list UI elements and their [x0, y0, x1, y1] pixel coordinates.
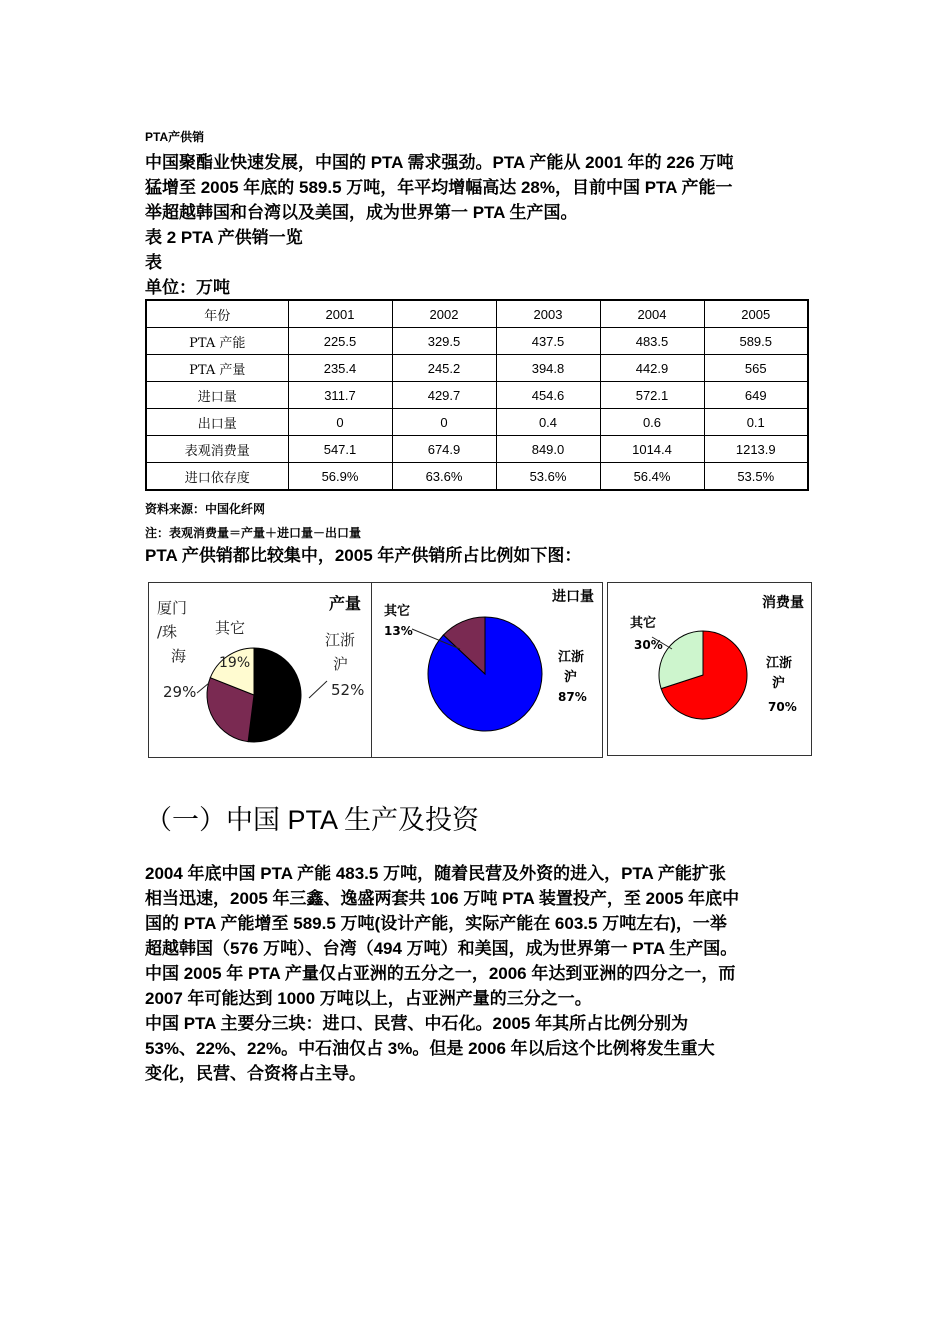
row-label: 出口量 [146, 409, 288, 436]
table-cell: 0 [288, 409, 392, 436]
header-cell: 2002 [392, 300, 496, 328]
table-cell: 547.1 [288, 436, 392, 463]
body-line: 相当迅速，2005 年三鑫、逸盛两套共 106 万吨 PTA 装置投产，至 2005 年底中 [145, 889, 740, 908]
slice-value-jzh: 70% [768, 700, 797, 714]
table-cell: 245.2 [392, 355, 496, 382]
table-cell: 483.5 [600, 328, 704, 355]
pie-slice-江浙沪 [248, 648, 301, 742]
table-cell: 572.1 [600, 382, 704, 409]
header-cell: 年份 [146, 300, 288, 328]
chart-title: 产量 [329, 594, 362, 613]
import-pie-panel [371, 582, 603, 758]
row-label: PTA 产量 [146, 355, 288, 382]
table-caption [145, 225, 303, 300]
table-cell: 589.5 [704, 328, 808, 355]
slice-value-qt: 30% [634, 638, 663, 652]
header-cell: 2001 [288, 300, 392, 328]
intro-line: 中国聚酯业快速发展，中国的 PTA 需求强劲。PTA 产能从 2001 年的 226 万吨 [145, 153, 734, 172]
table-cell: 849.0 [496, 436, 600, 463]
body-line: 中国 2005 年 PTA 产量仅占亚洲的五分之一，2006 年达到亚洲的四分之一，而 [145, 964, 736, 983]
section-heading: （一）中国 PTA 生产及投资 [145, 805, 480, 835]
table-caption-line-1: 表 2 PTA 产供销一览 [145, 228, 303, 247]
unit-label: 单位：万吨 [145, 278, 230, 297]
table-cell: 311.7 [288, 382, 392, 409]
table-cell: 0.1 [704, 409, 808, 436]
table-row [146, 328, 808, 355]
slice-value-jzh: 87% [558, 690, 587, 704]
slice-value-qt: 19% [219, 655, 251, 671]
body-line: 超越韩国（576 万吨）、台湾（494 万吨）和美国，成为世界第一 PTA 生产国。 [145, 939, 738, 958]
table-row [146, 382, 808, 409]
header-cell: 2005 [704, 300, 808, 328]
pta-supply-table [145, 299, 809, 491]
table-cell: 565 [704, 355, 808, 382]
table-cell: 649 [704, 382, 808, 409]
slice-label-xm: /珠 [157, 623, 178, 641]
body-paragraph [145, 861, 739, 1086]
table-cell: 429.7 [392, 382, 496, 409]
table-cell: 63.6% [392, 463, 496, 491]
table-cell: 1014.4 [600, 436, 704, 463]
body-line: 2007 年可能达到 1000 万吨以上，占亚洲产量的三分之一。 [145, 989, 592, 1008]
section-label: PTA产供销 [145, 130, 205, 144]
table-cell: 674.9 [392, 436, 496, 463]
table-cell: 442.9 [600, 355, 704, 382]
table-cell: 56.9% [288, 463, 392, 491]
formula-note: 注：表观消费量＝产量＋进口量－出口量 [145, 526, 362, 540]
table-cell: 454.6 [496, 382, 600, 409]
slice-label-jzh: 江浙 [558, 650, 585, 665]
slice-label-jzh: 江浙 [325, 631, 356, 649]
table-cell: 53.6% [496, 463, 600, 491]
production-pie-chart [149, 583, 374, 759]
table-cell: 1213.9 [704, 436, 808, 463]
row-label: PTA 产能 [146, 328, 288, 355]
pie-slices [428, 617, 542, 731]
table-row [146, 355, 808, 382]
slice-label-qt: 其它 [630, 616, 657, 631]
body-line: 中国 PTA 主要分三块：进口、民营、中石化。2005 年其所占比例分别为 [145, 1014, 689, 1033]
leader-line [309, 681, 327, 698]
table-row [146, 409, 808, 436]
row-label: 进口依存度 [146, 463, 288, 491]
chart-title: 进口量 [552, 589, 594, 605]
slice-label-jzh: 沪 [333, 655, 349, 673]
consumption-pie-panel [607, 582, 812, 756]
production-pie-panel [148, 582, 373, 758]
chart-title: 消费量 [762, 595, 804, 611]
table-cell: 56.4% [600, 463, 704, 491]
table-cell: 437.5 [496, 328, 600, 355]
slice-label-jzh: 沪 [564, 670, 578, 685]
table-caption-line-2: 表 [145, 253, 162, 272]
table-header-row [146, 300, 808, 328]
charts-intro: PTA 产供销都比较集中，2005 年产供销所占比例如下图： [145, 546, 582, 565]
body-line: 2004 年底中国 PTA 产能 483.5 万吨，随着民营及外资的进入，PTA 产能扩张 [145, 864, 726, 883]
header-cell: 2004 [600, 300, 704, 328]
slice-value-xm: 29% [163, 683, 197, 701]
slice-label-qt: 其它 [384, 604, 411, 619]
table-cell: 329.5 [392, 328, 496, 355]
table-cell: 0.6 [600, 409, 704, 436]
table-cell: 53.5% [704, 463, 808, 491]
table-cell: 0 [392, 409, 496, 436]
source-note: 资料来源：中国化纤网 [145, 502, 266, 516]
slice-label-jzh: 江浙 [766, 656, 793, 671]
intro-line: 猛增至 2005 年底的 589.5 万吨，年平均增幅高达 28%，目前中国 PTA 产能一 [145, 178, 733, 197]
table-row [146, 436, 808, 463]
body-line: 53%、22%、22%。中石油仅占 3%。但是 2006 年以后这个比例将发生重大 [145, 1039, 715, 1058]
slice-label-xm: 海 [171, 647, 187, 665]
slice-value-jzh: 52% [331, 681, 365, 699]
row-label: 进口量 [146, 382, 288, 409]
table-cell: 225.5 [288, 328, 392, 355]
consumption-pie-chart [608, 583, 813, 757]
table-cell: 0.4 [496, 409, 600, 436]
intro-paragraph [145, 150, 733, 225]
row-label: 表观消费量 [146, 436, 288, 463]
pie-slices [659, 631, 747, 719]
slice-label-jzh: 沪 [772, 676, 786, 691]
slice-value-qt: 13% [384, 624, 413, 638]
intro-line: 举超越韩国和台湾以及美国，成为世界第一 PTA 生产国。 [145, 203, 578, 222]
header-cell: 2003 [496, 300, 600, 328]
table-cell: 394.8 [496, 355, 600, 382]
body-line: 变化，民营、合资将占主导。 [145, 1064, 366, 1083]
slice-label-qt: 其它 [215, 619, 246, 637]
table-row [146, 463, 808, 491]
import-pie-chart [372, 583, 604, 759]
body-line: 国的 PTA 产能增至 589.5 万吨(设计产能，实际产能在 603.5 万吨左右)，一举 [145, 914, 727, 933]
slice-label-xm: 厦门 [157, 599, 188, 617]
table-cell: 235.4 [288, 355, 392, 382]
